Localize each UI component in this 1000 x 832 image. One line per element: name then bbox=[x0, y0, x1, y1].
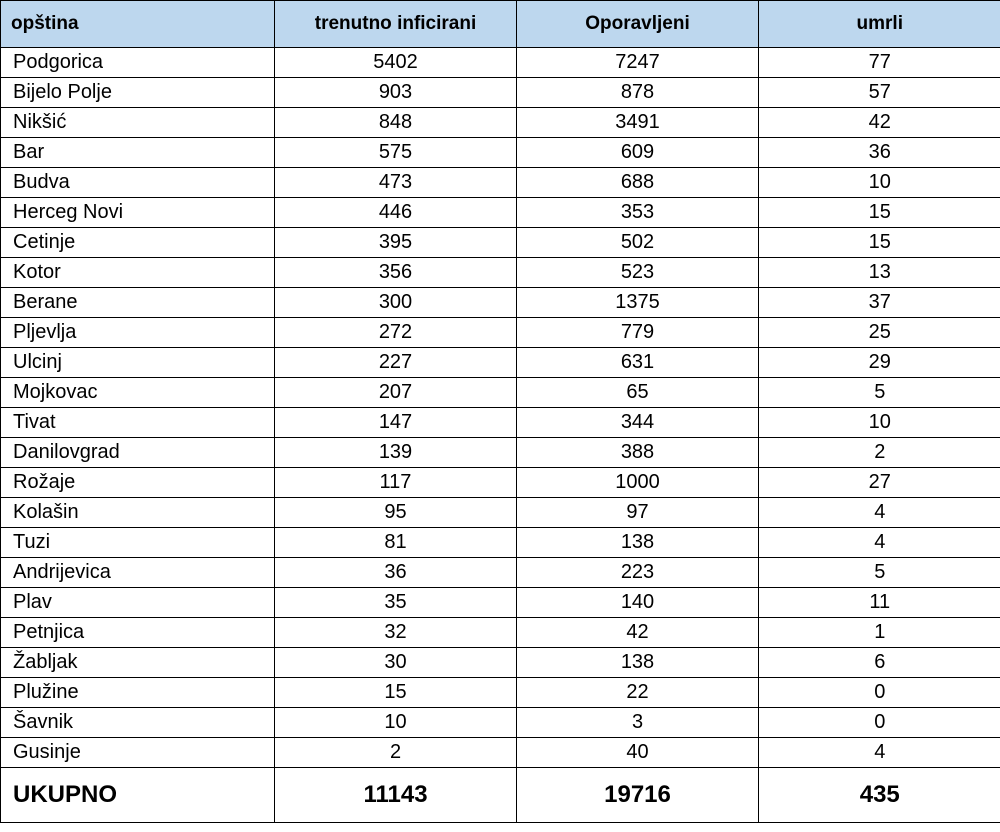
currently-infected-cell: 300 bbox=[275, 288, 517, 318]
currently-infected-cell: 575 bbox=[275, 138, 517, 168]
total-deceased: 435 bbox=[759, 768, 1000, 823]
table-row bbox=[1, 288, 1000, 318]
recovered-cell: 65 bbox=[517, 378, 759, 408]
recovered-cell: 42 bbox=[517, 618, 759, 648]
deceased-cell: 13 bbox=[759, 258, 1000, 288]
deceased-cell: 10 bbox=[759, 168, 1000, 198]
table-row bbox=[1, 738, 1000, 768]
deceased-cell: 15 bbox=[759, 228, 1000, 258]
municipality-cell: Bar bbox=[1, 138, 275, 168]
currently-infected-cell: 272 bbox=[275, 318, 517, 348]
recovered-cell: 344 bbox=[517, 408, 759, 438]
column-header-currently-infected: trenutno inficirani bbox=[275, 1, 517, 48]
municipality-cell: Cetinje bbox=[1, 228, 275, 258]
currently-infected-cell: 10 bbox=[275, 708, 517, 738]
table-row bbox=[1, 618, 1000, 648]
deceased-cell: 42 bbox=[759, 108, 1000, 138]
table-row bbox=[1, 318, 1000, 348]
total-row bbox=[1, 768, 1000, 823]
deceased-cell: 4 bbox=[759, 528, 1000, 558]
deceased-cell: 4 bbox=[759, 498, 1000, 528]
deceased-cell: 1 bbox=[759, 618, 1000, 648]
municipality-cell: Šavnik bbox=[1, 708, 275, 738]
recovered-cell: 609 bbox=[517, 138, 759, 168]
currently-infected-cell: 36 bbox=[275, 558, 517, 588]
deceased-cell: 6 bbox=[759, 648, 1000, 678]
total-label: UKUPNO bbox=[1, 768, 275, 823]
deceased-cell: 29 bbox=[759, 348, 1000, 378]
municipality-cell: Gusinje bbox=[1, 738, 275, 768]
table-row bbox=[1, 468, 1000, 498]
currently-infected-cell: 117 bbox=[275, 468, 517, 498]
recovered-cell: 1000 bbox=[517, 468, 759, 498]
currently-infected-cell: 81 bbox=[275, 528, 517, 558]
currently-infected-cell: 32 bbox=[275, 618, 517, 648]
municipality-cell: Budva bbox=[1, 168, 275, 198]
table-row bbox=[1, 528, 1000, 558]
municipality-cell: Tivat bbox=[1, 408, 275, 438]
currently-infected-cell: 446 bbox=[275, 198, 517, 228]
recovered-cell: 353 bbox=[517, 198, 759, 228]
table-row bbox=[1, 558, 1000, 588]
recovered-cell: 388 bbox=[517, 438, 759, 468]
deceased-cell: 25 bbox=[759, 318, 1000, 348]
table-row bbox=[1, 678, 1000, 708]
municipality-cell: Berane bbox=[1, 288, 275, 318]
deceased-cell: 5 bbox=[759, 378, 1000, 408]
recovered-cell: 223 bbox=[517, 558, 759, 588]
deceased-cell: 15 bbox=[759, 198, 1000, 228]
table-row bbox=[1, 648, 1000, 678]
currently-infected-cell: 2 bbox=[275, 738, 517, 768]
table-row bbox=[1, 108, 1000, 138]
currently-infected-cell: 903 bbox=[275, 78, 517, 108]
total-recovered: 19716 bbox=[517, 768, 759, 823]
table-row bbox=[1, 48, 1000, 78]
table-row bbox=[1, 168, 1000, 198]
column-header-deceased: umrli bbox=[759, 1, 1000, 48]
recovered-cell: 3 bbox=[517, 708, 759, 738]
municipality-cell: Mojkovac bbox=[1, 378, 275, 408]
municipality-cell: Andrijevica bbox=[1, 558, 275, 588]
recovered-cell: 523 bbox=[517, 258, 759, 288]
currently-infected-cell: 395 bbox=[275, 228, 517, 258]
deceased-cell: 5 bbox=[759, 558, 1000, 588]
recovered-cell: 779 bbox=[517, 318, 759, 348]
currently-infected-cell: 139 bbox=[275, 438, 517, 468]
municipality-cell: Danilovgrad bbox=[1, 438, 275, 468]
table-row bbox=[1, 378, 1000, 408]
municipality-cell: Ulcinj bbox=[1, 348, 275, 378]
municipality-cell: Nikšić bbox=[1, 108, 275, 138]
municipality-cell: Plav bbox=[1, 588, 275, 618]
header-row bbox=[1, 1, 1000, 48]
table-row bbox=[1, 198, 1000, 228]
recovered-cell: 97 bbox=[517, 498, 759, 528]
table-row bbox=[1, 258, 1000, 288]
recovered-cell: 502 bbox=[517, 228, 759, 258]
recovered-cell: 22 bbox=[517, 678, 759, 708]
deceased-cell: 11 bbox=[759, 588, 1000, 618]
municipality-cell: Kotor bbox=[1, 258, 275, 288]
deceased-cell: 0 bbox=[759, 678, 1000, 708]
deceased-cell: 2 bbox=[759, 438, 1000, 468]
table-row bbox=[1, 708, 1000, 738]
currently-infected-cell: 5402 bbox=[275, 48, 517, 78]
column-header-recovered: Oporavljeni bbox=[517, 1, 759, 48]
recovered-cell: 3491 bbox=[517, 108, 759, 138]
deceased-cell: 4 bbox=[759, 738, 1000, 768]
deceased-cell: 77 bbox=[759, 48, 1000, 78]
municipality-cell: Petnjica bbox=[1, 618, 275, 648]
table-row bbox=[1, 588, 1000, 618]
recovered-cell: 631 bbox=[517, 348, 759, 378]
deceased-cell: 10 bbox=[759, 408, 1000, 438]
currently-infected-cell: 207 bbox=[275, 378, 517, 408]
currently-infected-cell: 95 bbox=[275, 498, 517, 528]
municipality-cell: Žabljak bbox=[1, 648, 275, 678]
deceased-cell: 36 bbox=[759, 138, 1000, 168]
total-currently-infected: 11143 bbox=[275, 768, 517, 823]
table-row bbox=[1, 408, 1000, 438]
municipality-cell: Plužine bbox=[1, 678, 275, 708]
table-body bbox=[1, 48, 1000, 768]
recovered-cell: 138 bbox=[517, 648, 759, 678]
municipality-cell: Pljevlja bbox=[1, 318, 275, 348]
municipality-cell: Herceg Novi bbox=[1, 198, 275, 228]
recovered-cell: 40 bbox=[517, 738, 759, 768]
recovered-cell: 138 bbox=[517, 528, 759, 558]
table-row bbox=[1, 78, 1000, 108]
currently-infected-cell: 356 bbox=[275, 258, 517, 288]
column-header-municipality: opština bbox=[1, 1, 275, 48]
table-row bbox=[1, 438, 1000, 468]
municipality-cell: Podgorica bbox=[1, 48, 275, 78]
table-row bbox=[1, 138, 1000, 168]
table-row bbox=[1, 498, 1000, 528]
deceased-cell: 27 bbox=[759, 468, 1000, 498]
municipality-cell: Rožaje bbox=[1, 468, 275, 498]
recovered-cell: 688 bbox=[517, 168, 759, 198]
recovered-cell: 140 bbox=[517, 588, 759, 618]
currently-infected-cell: 227 bbox=[275, 348, 517, 378]
currently-infected-cell: 848 bbox=[275, 108, 517, 138]
municipality-cell: Kolašin bbox=[1, 498, 275, 528]
deceased-cell: 37 bbox=[759, 288, 1000, 318]
currently-infected-cell: 30 bbox=[275, 648, 517, 678]
currently-infected-cell: 35 bbox=[275, 588, 517, 618]
municipality-cell: Bijelo Polje bbox=[1, 78, 275, 108]
deceased-cell: 57 bbox=[759, 78, 1000, 108]
table-row bbox=[1, 228, 1000, 258]
municipality-cell: Tuzi bbox=[1, 528, 275, 558]
recovered-cell: 1375 bbox=[517, 288, 759, 318]
deceased-cell: 0 bbox=[759, 708, 1000, 738]
table-row bbox=[1, 348, 1000, 378]
currently-infected-cell: 473 bbox=[275, 168, 517, 198]
recovered-cell: 7247 bbox=[517, 48, 759, 78]
recovered-cell: 878 bbox=[517, 78, 759, 108]
currently-infected-cell: 147 bbox=[275, 408, 517, 438]
currently-infected-cell: 15 bbox=[275, 678, 517, 708]
